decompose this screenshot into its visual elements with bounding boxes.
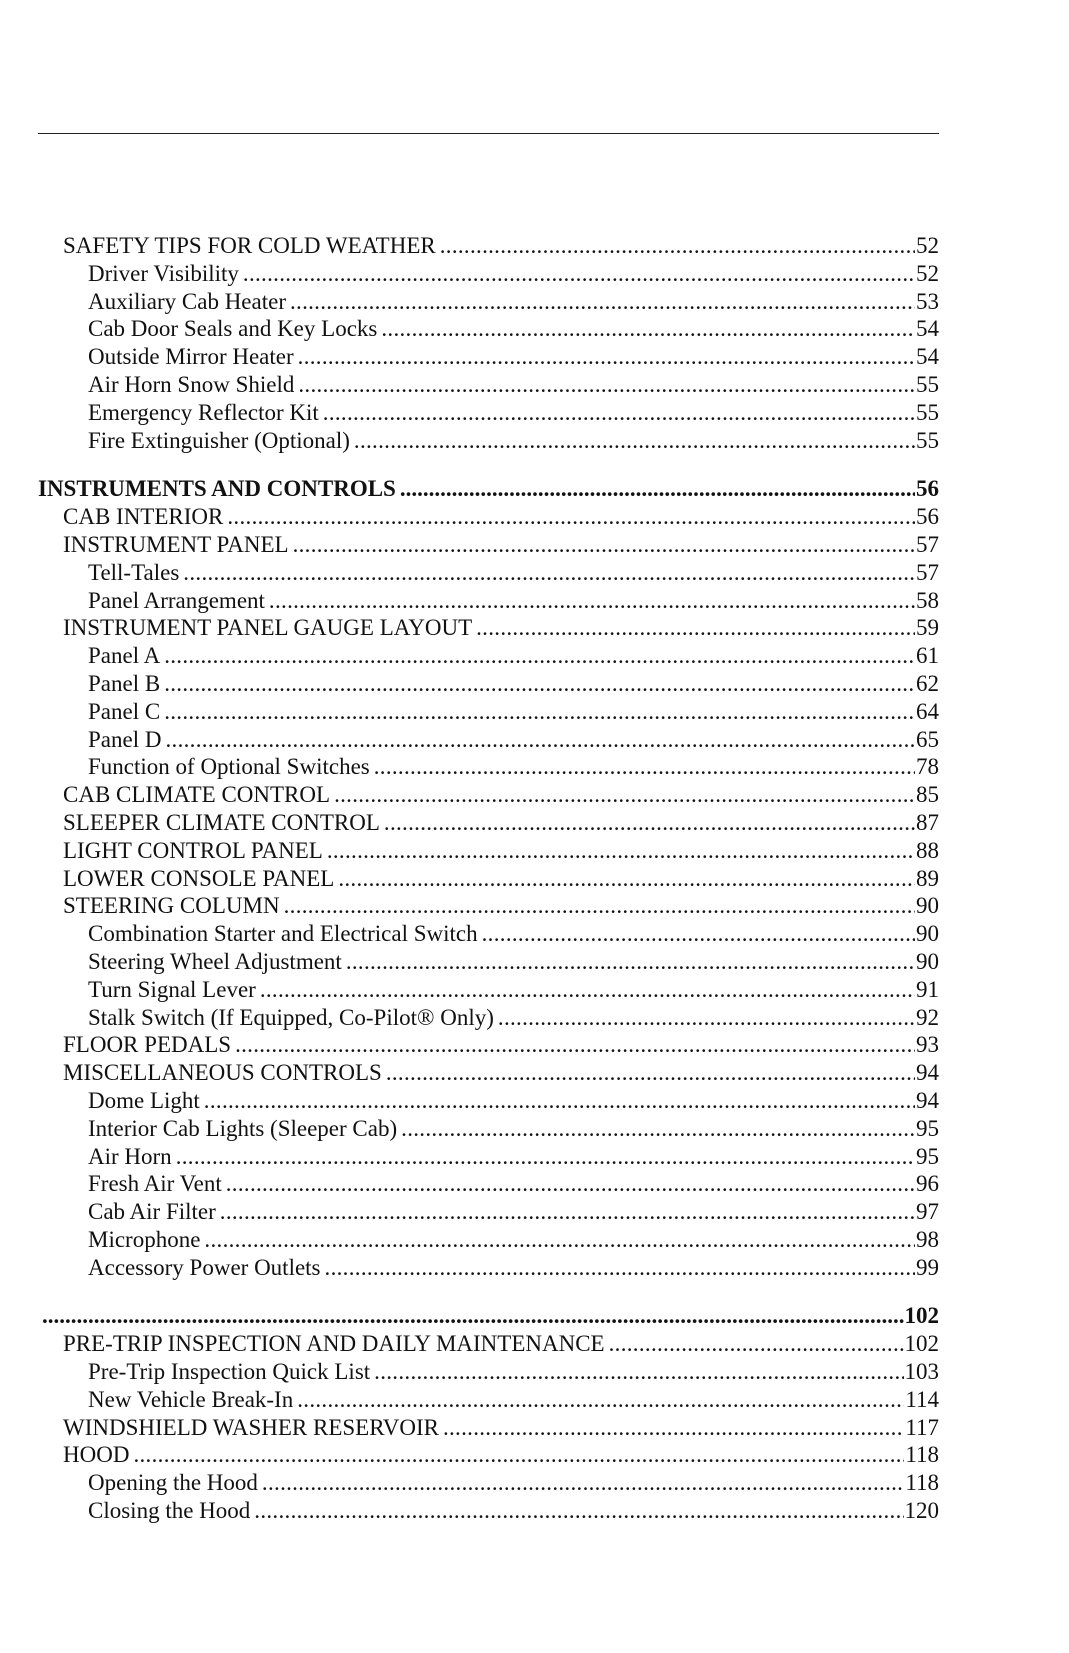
toc-dot-leader <box>374 1358 903 1386</box>
toc-page-number: 94 <box>916 1087 939 1113</box>
toc-entry-title: New Vehicle Break-In <box>88 1386 294 1412</box>
toc-entry-title: Dome Light <box>88 1087 200 1113</box>
toc-entry[interactable] <box>38 892 939 920</box>
toc-page-number: 55 <box>916 371 939 397</box>
toc-entry[interactable] <box>38 726 939 754</box>
toc-entry-title: Microphone <box>88 1226 201 1252</box>
toc-entry[interactable] <box>38 531 939 559</box>
toc-page-number: 96 <box>916 1171 939 1197</box>
toc-dot-leader <box>298 343 915 371</box>
toc-dot-leader <box>325 1254 915 1282</box>
toc-page-number: 95 <box>916 1115 939 1141</box>
toc-entry-title: Cab Door Seals and Key Locks <box>88 316 378 342</box>
toc-page-number: 59 <box>916 615 939 641</box>
toc-page-number: 92 <box>916 1004 939 1030</box>
toc-entry-title: Auxiliary Cab Heater <box>88 288 286 314</box>
toc-dot-leader <box>323 399 915 427</box>
toc-entry-title: Turn Signal Lever <box>88 976 256 1002</box>
toc-entry-title: STEERING COLUMN <box>63 893 280 919</box>
toc-entry[interactable] <box>38 1226 939 1254</box>
toc-page-number: 102 <box>904 1303 939 1329</box>
toc-page-number: 88 <box>916 837 939 863</box>
toc-dot-leader <box>498 1004 915 1032</box>
toc-dot-leader <box>384 809 915 837</box>
toc-entry-title: Air Horn Snow Shield <box>88 371 295 397</box>
toc-dot-leader <box>254 1497 903 1525</box>
toc-dot-leader <box>133 1441 904 1469</box>
toc-entry[interactable] <box>38 642 939 670</box>
toc-entry-title: CAB INTERIOR <box>63 504 224 530</box>
toc-entry-title: Combination Starter and Electrical Switch <box>88 921 478 947</box>
toc-page-number: 65 <box>916 726 939 752</box>
toc-dot-leader <box>235 1031 915 1059</box>
toc-entry-title: Steering Wheel Adjustment <box>88 948 342 974</box>
toc-page-number: 120 <box>904 1498 939 1524</box>
toc-dot-leader <box>243 260 915 288</box>
toc-entry-title: FLOOR PEDALS <box>63 1032 232 1058</box>
toc-entry-title: Stalk Switch (If Equipped, Co-Pilot® Only) <box>88 1004 494 1030</box>
toc-entry[interactable] <box>38 288 939 316</box>
toc-entry[interactable] <box>38 920 939 948</box>
toc-entry-title: Interior Cab Lights (Sleeper Cab) <box>88 1115 398 1141</box>
toc-page-number: 90 <box>916 893 939 919</box>
toc-entry[interactable] <box>38 1087 939 1115</box>
toc-entry[interactable] <box>38 427 939 455</box>
toc-entry-title: LOWER CONSOLE PANEL <box>63 865 335 891</box>
toc-entry[interactable] <box>38 399 939 427</box>
toc-entry[interactable] <box>38 1198 939 1226</box>
toc-entry-title: Driver Visibility <box>88 260 239 286</box>
toc-page-number: 55 <box>916 427 939 453</box>
toc-dot-leader <box>440 232 915 260</box>
toc-page-number: 117 <box>905 1414 939 1440</box>
toc-entry[interactable] <box>38 809 939 837</box>
toc-entry[interactable] <box>38 698 939 726</box>
toc-entry[interactable] <box>38 1469 939 1497</box>
toc-page-number: 103 <box>904 1359 939 1385</box>
toc-page-number: 98 <box>916 1226 939 1252</box>
toc-dot-leader <box>297 1386 904 1414</box>
toc-entry[interactable] <box>38 1004 939 1032</box>
toc-dot-leader <box>374 753 915 781</box>
toc-page-number: 90 <box>916 948 939 974</box>
toc-dot-leader <box>227 503 915 531</box>
toc-entry[interactable] <box>38 343 939 371</box>
toc-page-number: 118 <box>905 1442 939 1468</box>
toc-entry-title: Panel C <box>88 698 161 724</box>
toc-entry-title: Outside Mirror Heater <box>88 344 294 370</box>
toc-entry[interactable] <box>38 1414 939 1442</box>
table-of-contents <box>38 232 939 1525</box>
toc-dot-leader <box>269 587 915 615</box>
toc-entry-title: Panel D <box>88 726 162 752</box>
toc-entry[interactable] <box>38 503 939 531</box>
toc-entry[interactable] <box>38 1031 939 1059</box>
toc-dot-leader <box>42 1302 904 1330</box>
toc-entry[interactable] <box>38 1115 939 1143</box>
toc-page-number: 118 <box>905 1470 939 1496</box>
toc-dot-leader <box>226 1170 915 1198</box>
toc-entry-title: INSTRUMENT PANEL <box>63 531 289 557</box>
toc-entry[interactable] <box>38 315 939 343</box>
toc-dot-leader <box>476 614 915 642</box>
toc-dot-leader <box>165 726 915 754</box>
toc-page-number: 78 <box>916 754 939 780</box>
toc-entry-title: SAFETY TIPS FOR COLD WEATHER <box>63 233 436 258</box>
toc-entry-title: INSTRUMENTS AND CONTROLS <box>38 476 396 502</box>
toc-dot-leader <box>346 948 915 976</box>
toc-entry[interactable] <box>38 1330 939 1358</box>
toc-page-number: 91 <box>916 976 939 1002</box>
toc-entry[interactable] <box>38 865 939 893</box>
toc-page-number: 52 <box>916 233 939 258</box>
toc-section <box>38 232 939 454</box>
toc-dot-leader <box>176 1143 915 1171</box>
toc-dot-leader <box>386 1059 915 1087</box>
toc-entry[interactable] <box>38 753 939 781</box>
toc-dot-leader <box>354 427 915 455</box>
toc-entry[interactable] <box>38 559 939 587</box>
toc-dot-leader <box>164 670 915 698</box>
toc-entry-title: Panel Arrangement <box>88 587 265 613</box>
toc-page-number: 55 <box>916 399 939 425</box>
toc-dot-leader <box>401 1115 915 1143</box>
toc-page-number: 95 <box>916 1143 939 1169</box>
toc-dot-leader <box>164 642 915 670</box>
toc-entry-title: Panel A <box>88 643 161 669</box>
toc-page-number: 54 <box>916 316 939 342</box>
toc-page-number: 102 <box>904 1331 939 1357</box>
toc-entry[interactable] <box>38 1302 939 1330</box>
toc-entry-title: Fresh Air Vent <box>88 1171 222 1197</box>
toc-entry[interactable] <box>38 1497 939 1525</box>
toc-page-number: 57 <box>916 559 939 585</box>
toc-dot-leader <box>262 1469 904 1497</box>
toc-page-number: 89 <box>916 865 939 891</box>
toc-dot-leader <box>482 920 915 948</box>
toc-page-number: 56 <box>916 504 939 530</box>
toc-dot-leader <box>609 1330 904 1358</box>
toc-entry-title: Fire Extinguisher (Optional) <box>88 427 350 453</box>
toc-page-number: 61 <box>916 643 939 669</box>
toc-entry-title: Function of Optional Switches <box>88 754 370 780</box>
toc-dot-leader <box>164 698 915 726</box>
toc-entry[interactable] <box>38 837 939 865</box>
toc-page-number: 58 <box>916 587 939 613</box>
toc-entry-title: Opening the Hood <box>88 1470 258 1496</box>
toc-entry-title: Air Horn <box>88 1143 172 1169</box>
toc-page-number: 53 <box>916 288 939 314</box>
toc-section <box>38 1302 939 1524</box>
toc-entry-title: MISCELLANEOUS CONTROLS <box>63 1060 382 1086</box>
toc-section <box>38 475 939 1281</box>
toc-entry-title: PRE-TRIP INSPECTION AND DAILY MAINTENANCE <box>63 1331 605 1357</box>
toc-dot-leader <box>381 315 915 343</box>
toc-entry-title: Accessory Power Outlets <box>88 1254 321 1280</box>
toc-entry-title: WINDSHIELD WASHER RESERVOIR <box>63 1414 439 1440</box>
header-rule <box>38 133 939 134</box>
toc-dot-leader <box>220 1198 915 1226</box>
toc-dot-leader <box>284 892 915 920</box>
toc-entry[interactable] <box>38 614 939 642</box>
toc-entry[interactable] <box>38 1059 939 1087</box>
toc-entry[interactable] <box>38 781 939 809</box>
toc-entry-title: Emergency Reflector Kit <box>88 399 319 425</box>
toc-page-number: 85 <box>916 782 939 808</box>
toc-page-number: 64 <box>916 698 939 724</box>
toc-entry[interactable] <box>38 1358 939 1386</box>
toc-entry[interactable] <box>38 371 939 399</box>
toc-entry-title: CAB CLIMATE CONTROL <box>63 782 331 808</box>
toc-entry-title: Panel B <box>88 670 161 696</box>
toc-entry[interactable] <box>38 260 939 288</box>
toc-dot-leader <box>183 559 915 587</box>
toc-dot-leader <box>204 1226 915 1254</box>
toc-entry-title: Cab Air Filter <box>88 1199 216 1225</box>
toc-dot-leader <box>290 288 915 316</box>
toc-page-number: 114 <box>905 1386 939 1412</box>
toc-page-number: 52 <box>916 260 939 286</box>
toc-page-number: 99 <box>916 1254 939 1280</box>
toc-page-number: 54 <box>916 344 939 370</box>
toc-entry[interactable] <box>38 1170 939 1198</box>
toc-page-number: 94 <box>916 1060 939 1086</box>
toc-dot-leader <box>327 837 915 865</box>
toc-entry[interactable] <box>38 948 939 976</box>
toc-entry[interactable] <box>38 475 939 503</box>
toc-page-number: 87 <box>916 809 939 835</box>
toc-dot-leader <box>204 1087 915 1115</box>
toc-entry[interactable] <box>38 1441 939 1469</box>
toc-entry-title: Closing the Hood <box>88 1498 251 1524</box>
toc-entry-title: HOOD <box>63 1442 130 1468</box>
toc-entry[interactable] <box>38 232 939 260</box>
toc-entry-title: SLEEPER CLIMATE CONTROL <box>63 809 380 835</box>
toc-dot-leader <box>334 781 915 809</box>
toc-entry[interactable] <box>38 587 939 615</box>
toc-page-number: 57 <box>916 531 939 557</box>
toc-page-number: 90 <box>916 921 939 947</box>
toc-entry-title: INSTRUMENT PANEL GAUGE LAYOUT <box>63 615 473 641</box>
toc-dot-leader <box>443 1414 904 1442</box>
toc-entry-title: LIGHT CONTROL PANEL <box>63 837 323 863</box>
toc-entry[interactable] <box>38 976 939 1004</box>
toc-entry[interactable] <box>38 670 939 698</box>
toc-entry-title: Tell-Tales <box>88 559 180 585</box>
toc-dot-leader <box>260 976 915 1004</box>
toc-dot-leader <box>400 475 915 503</box>
toc-page-number: 62 <box>916 670 939 696</box>
toc-entry[interactable] <box>38 1254 939 1282</box>
toc-dot-leader <box>298 371 915 399</box>
toc-entry-title: Pre-Trip Inspection Quick List <box>88 1359 371 1385</box>
toc-entry[interactable] <box>38 1386 939 1414</box>
toc-page-number: 97 <box>916 1199 939 1225</box>
toc-page-number: 93 <box>916 1032 939 1058</box>
toc-page-number: 56 <box>916 476 939 502</box>
toc-dot-leader <box>293 531 915 559</box>
toc-dot-leader <box>338 865 915 893</box>
toc-entry[interactable] <box>38 1143 939 1171</box>
